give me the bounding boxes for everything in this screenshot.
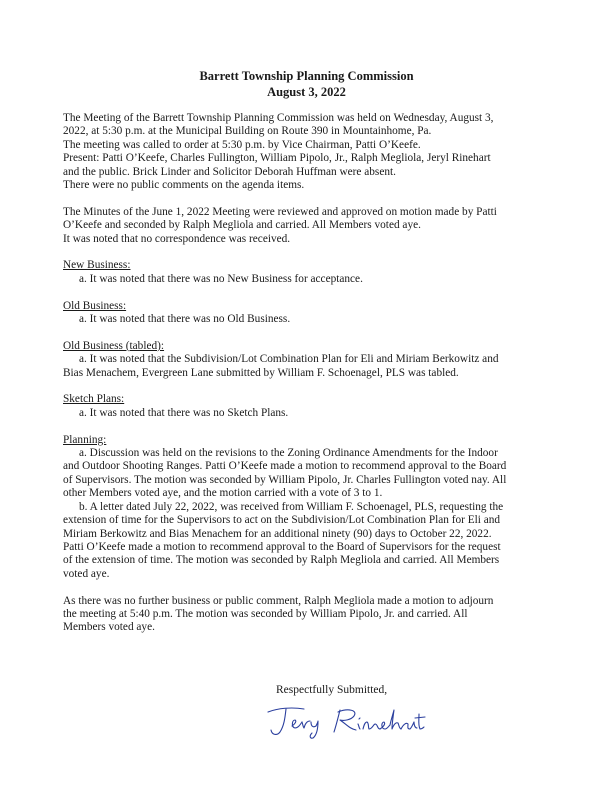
minutes-line: It was noted that no correspondence was received. xyxy=(63,232,291,245)
old-business-tabled-line: a. It was noted that the Subdivision/Lot Combination Plan for Eli and Miriam Berkowitz and xyxy=(79,353,499,366)
old-business-tabled-line: Bias Menachem, Evergreen Lane submitted by William F. Schoenagel, PLS was tabled. xyxy=(63,366,459,379)
paragraph-gap xyxy=(63,380,563,393)
planning-item-b-line: b. A letter dated July 22, 2022, was received from William F. Schoenagel, PLS, requesting the xyxy=(79,500,504,513)
intro-line: Present: Patti O’Keefe, Charles Fullington, William Pipolo, Jr., Ralph Megliola, Jeryl Rinehart xyxy=(63,152,491,165)
minutes-line: The Minutes of the June 1, 2022 Meeting were reviewed and approved on motion made by Patti xyxy=(63,205,497,218)
planning-item-a-line: other Members voted aye, and the motion carried with a vote of 3 to 1. xyxy=(63,487,383,500)
paragraph-gap xyxy=(63,326,563,339)
planning-heading: Planning: xyxy=(63,433,107,446)
planning-item-a-line: of Supervisors. The motion was seconded by William Pipolo, Jr. Charles Fullington voted nay. All xyxy=(63,473,507,486)
planning-item-b-line: Patti O’Keefe made a motion to recommend approval to the Board of Supervisors for the request xyxy=(63,540,501,553)
old-business-item: a. It was noted that there was no Old Business. xyxy=(79,313,291,326)
planning-item-b-line: of the extension of time. The motion was seconded by Ralph Megliola and carried. All Members xyxy=(63,554,500,567)
paragraph-gap xyxy=(63,192,563,205)
meeting-date: August 3, 2022 xyxy=(267,85,346,99)
paragraph-gap xyxy=(63,286,563,299)
closing-text: Respectfully Submitted, xyxy=(276,684,388,696)
new-business-item: a. It was noted that there was no New Business for acceptance. xyxy=(79,272,363,285)
minutes-body xyxy=(63,112,563,635)
planning-item-b-line: extension of time for the Supervisors to act on the Subdivision/Lot Combination Plan for Eli and xyxy=(63,514,501,527)
planning-item-a-line: a. Discussion was held on the revisions to the Zoning Ordinance Amendments for the Indoor xyxy=(79,447,498,460)
document-title: Barrett Township Planning Commission xyxy=(199,69,414,83)
minutes-line: O’Keefe and seconded by Ralph Megliola and carried. All Members voted aye. xyxy=(63,219,421,232)
planning-item-b-line: voted aye. xyxy=(63,567,110,580)
intro-line: 2022, at 5:30 p.m. at the Municipal Building on Route 390 in Mountainhome, Pa. xyxy=(63,125,432,138)
intro-line: The Meeting of the Barrett Township Planning Commission was held on Wednesday, August 3, xyxy=(63,112,494,124)
intro-line: There were no public comments on the agenda items. xyxy=(63,179,305,192)
planning-item-b-line: Miriam Berkowitz and Bias Menachem for an additional ninety (90) days to October 22, 2022. xyxy=(63,527,492,540)
planning-item-a-line: and Outdoor Shooting Ranges. Patti O’Keefe made a motion to recommend approval to the Board xyxy=(63,460,507,473)
paragraph-gap xyxy=(63,420,563,433)
intro-line: and the public. Brick Linder and Solicitor Deborah Huffman were absent. xyxy=(63,165,396,178)
intro-line: The meeting was called to order at 5:30 p.m. by Vice Chairman, Patti O’Keefe. xyxy=(63,138,421,151)
sketch-plans-item: a. It was noted that there was no Sketch Plans. xyxy=(79,406,289,419)
adjourn-line: As there was no further business or public comment, Ralph Megliola made a motion to adjourn xyxy=(63,594,494,607)
paragraph-gap xyxy=(63,581,563,594)
new-business-heading: New Business: xyxy=(63,259,131,272)
old-business-heading: Old Business: xyxy=(63,299,127,312)
adjourn-line: the meeting at 5:40 p.m. The motion was seconded by William Pipolo, Jr. and carried. All xyxy=(63,607,468,620)
signature xyxy=(262,700,432,742)
adjourn-line: Members voted aye. xyxy=(63,621,155,634)
sketch-plans-heading: Sketch Plans: xyxy=(63,393,125,406)
old-business-tabled-heading: Old Business (tabled): xyxy=(63,339,165,352)
paragraph-gap xyxy=(63,246,563,259)
